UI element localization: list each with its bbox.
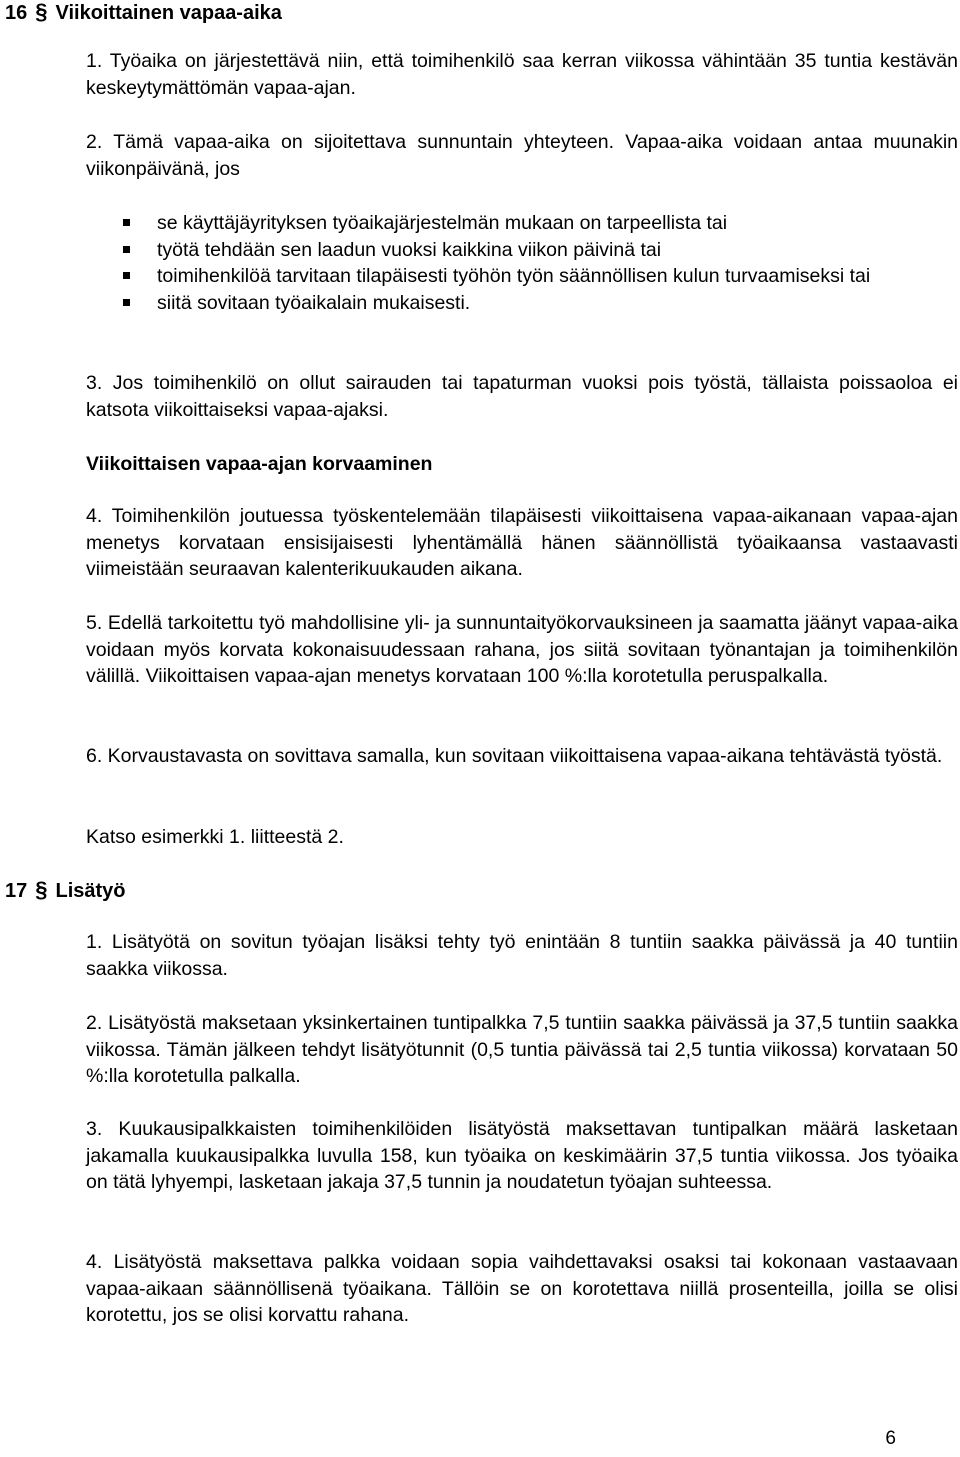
paragraph-text: 3. Jos toimihenkilö on ollut sairauden tai tapaturman vuoksi pois työstä, tällaista poissaoloa ei katsota viikoittaiseksi vapaa-ajaksi. (86, 372, 958, 421)
paragraph-text: 5. Edellä tarkoitettu työ mahdollisine yli- ja sunnuntaityökorvauksineen ja saamatta jäänyt vapaa-aika voidaan myös korvata kokonaisuudessaan rahana, jos siitä sovitaan työnantajan ja toimihenkilön välillä. Viikoittaisen vapaa-ajan menetys korvataan 100 %:lla korotetulla peruspalkalla. (86, 612, 958, 687)
paragraph-text: 1. Työaika on järjestettävä niin, että toimihenkilö saa kerran viikossa vähintään 35 tuntia kestävän keskeytymättömän vapaa-ajan. (86, 50, 958, 99)
paragraph-text: 1. Lisätyötä on sovitun työajan lisäksi tehty työ enintään 8 tuntiin saakka päivässä ja 40 tuntiin saakka viikossa. (86, 931, 958, 980)
section-17-paragraph-2 (86, 1010, 958, 1090)
section-16-paragraph-6 (86, 743, 958, 770)
paragraph-text: 2. Tämä vapaa-aika on sijoitettava sunnuntain yhteyteen. Vapaa-aika voidaan antaa muunakin viikonpäivänä, jos (86, 131, 958, 180)
example-reference (86, 824, 958, 851)
section-number: 17 (5, 880, 28, 902)
section-title: Viikoittainen vapaa-aika (55, 2, 282, 24)
section-symbol: § (35, 877, 48, 902)
list-item-text: se käyttäjäyrityksen työaikajärjestelmän mukaan on tarpeellista tai (157, 212, 728, 234)
bullet-square-icon (123, 299, 130, 306)
section-17-paragraph-3 (86, 1116, 958, 1196)
paragraph-text: 3. Kuukausipalkkaisten toimihenkilöiden lisätyöstä maksettavan tuntipalkan määrä lasketaan jakamalla kuukausipalkka luvulla 158, kun työaika on keskimäärin 37,5 tuntia viikossa. Jos työaika on tätä lyhyempi, lasketaan jakaja 37,5 tunnin ja noudatetun työajan suhteessa. (86, 1118, 958, 1193)
paragraph-text: Katso esimerkki 1. liitteestä 2. (86, 826, 344, 848)
section-17-heading (5, 878, 126, 903)
section-title: Lisätyö (55, 880, 126, 902)
section-symbol: § (35, 0, 48, 24)
subheading-text: Viikoittaisen vapaa-ajan korvaaminen (86, 453, 433, 475)
section-16-paragraph-5 (86, 610, 958, 690)
section-16-paragraph-1 (86, 48, 958, 101)
page-number: 6 (885, 1428, 896, 1449)
list-item-text: siitä sovitaan työaikalain mukaisesti. (157, 291, 471, 314)
paragraph-text: 4. Lisätyöstä maksettava palkka voidaan sopia vaihdettavaksi osaksi tai kokonaan vastaavaan vapaa-aikaan säännöllisenä työaikana. Tällöin se on korotettava niillä prosenteilla, joilla se olisi korotettu, jos se olisi korvattu rahana. (86, 1251, 958, 1326)
section-17-paragraph-4 (86, 1249, 958, 1329)
list-item-text: toimihenkilöä tarvitaan tilapäisesti työhön työn säännöllisen kulun turvaamiseksi tai (157, 265, 871, 287)
paragraph-text: 6. Korvaustavasta on sovittava samalla, kun sovitaan viikoittaisena vapaa-aikana tehtävästä työstä. (86, 745, 943, 767)
section-17-paragraph-1 (86, 929, 958, 982)
paragraph-text: 2. Lisätyöstä maksetaan yksinkertainen tuntipalkka 7,5 tuntiin saakka päivässä ja 37,5 tuntiin saakka viikossa. Tämän jälkeen tehdyt lisätyötunnit (0,5 tuntia päivässä tai 2,5 tuntia viikossa) korvataan 50 %:lla korotetulla palkalla. (86, 1012, 958, 1087)
subheading (86, 451, 958, 477)
bullet-square-icon (123, 272, 130, 279)
list-item (123, 290, 958, 317)
list-item (123, 263, 958, 290)
list-item (123, 210, 958, 237)
paragraph-text: 4. Toimihenkilön joutuessa työskentelemään tilapäisesti viikoittaisena vapaa-aikanaan vapaa-ajan menetys korvataan ensisijaisesti lyhentämällä hänen säännöllistä työaikaansa vastaavasti viimeistään seuraavan kalenterikuukauden aikana. (86, 505, 958, 580)
section-16-heading (5, 0, 282, 25)
section-16-paragraph-4 (86, 503, 958, 583)
section-number: 16 (5, 2, 28, 24)
bullet-square-icon (123, 246, 130, 253)
section-16-paragraph-2 (86, 129, 958, 182)
list-item-text: työtä tehdään sen laadun vuoksi kaikkina viikon päivinä tai (157, 238, 662, 261)
list-item (123, 237, 958, 264)
bullet-square-icon (123, 219, 130, 226)
section-16-paragraph-3 (86, 370, 958, 423)
bullet-list (123, 210, 958, 316)
